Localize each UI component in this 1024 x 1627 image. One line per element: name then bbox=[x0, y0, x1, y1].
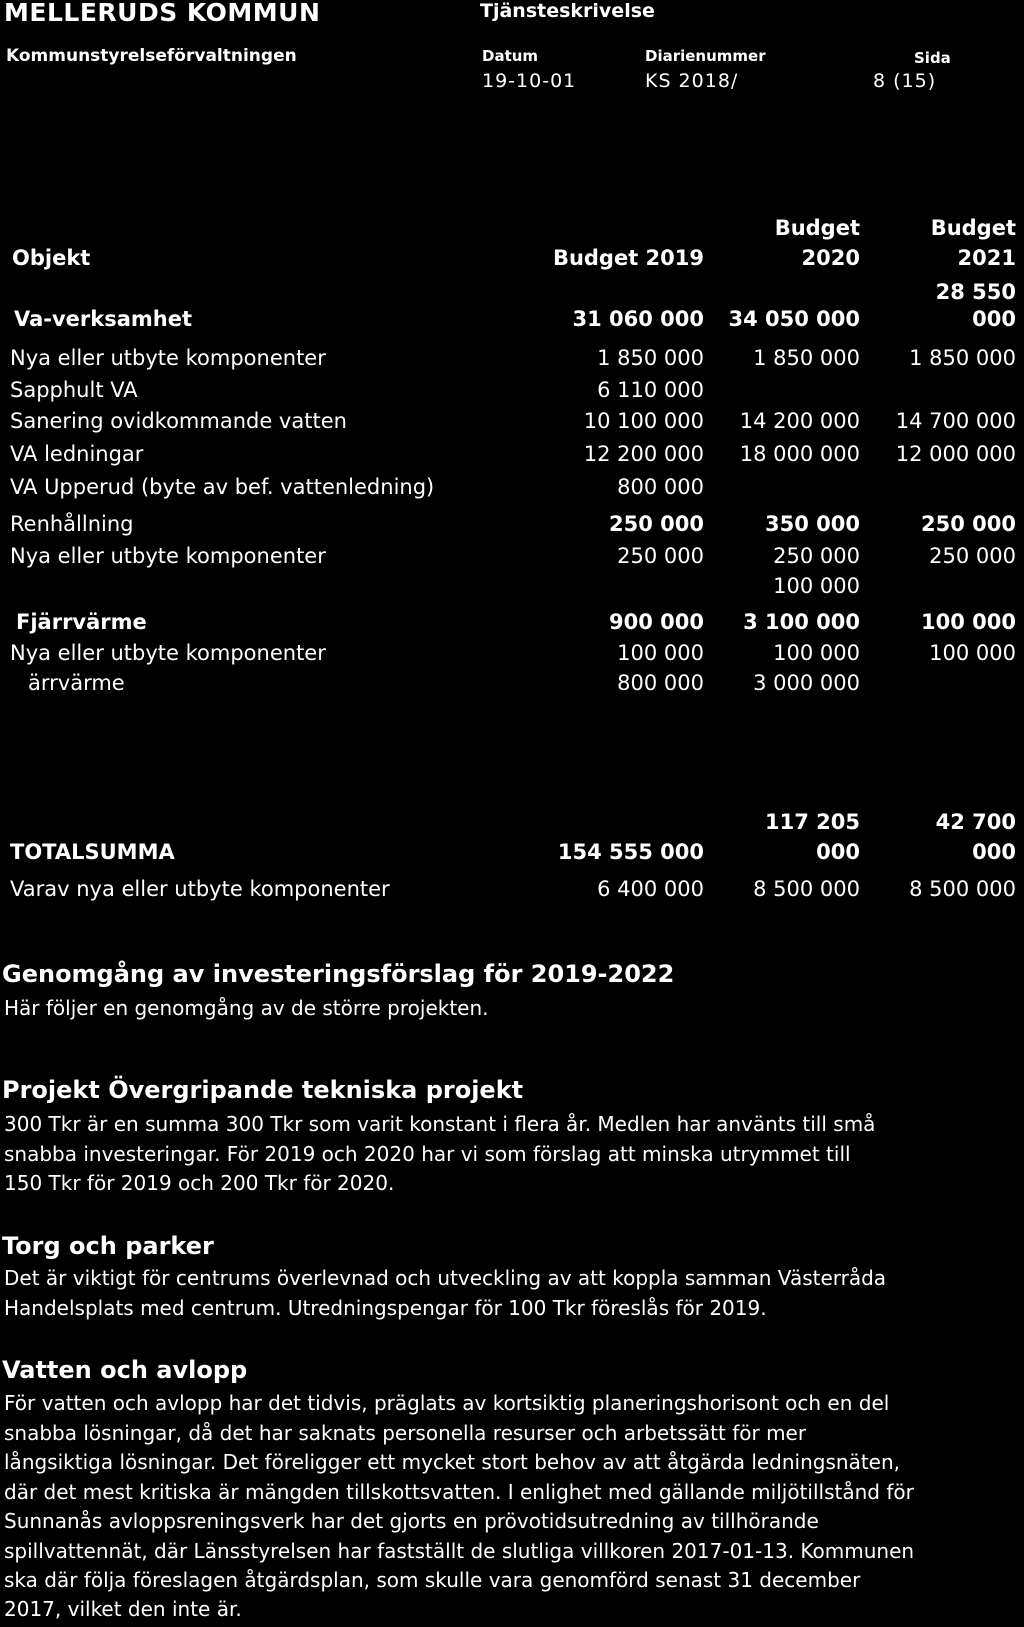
section-heading: Projekt Övergripande tekniska projekt bbox=[2, 1076, 524, 1104]
cell-2019: 100 000 bbox=[617, 641, 704, 665]
section-paragraph-line: 300 Tkr är en summa 300 Tkr som varit konstant i flera år. Medlen har använts till små bbox=[4, 1112, 876, 1136]
org-name: MELLERUDS KOMMUN bbox=[4, 0, 321, 27]
section-paragraph-line: Handelsplats med centrum. Utredningspengar för 100 Tkr föreslås för 2019. bbox=[4, 1296, 767, 1320]
section-paragraph-line: långsiktiga lösningar. Det föreligger ett mycket stort behov av att åtgärda ledningsnäten, bbox=[4, 1450, 901, 1474]
col-header-2020-line1: Budget bbox=[774, 216, 860, 240]
section-paragraph-line: Sunnanås avloppsreningsverk har det gjorts en prövotidsutredning av tillhörande bbox=[4, 1509, 819, 1533]
cell-2021: 14 700 000 bbox=[895, 409, 1016, 433]
row-label: Sapphult VA bbox=[10, 378, 138, 402]
diary-label: Diarienummer bbox=[645, 47, 766, 65]
section-paragraph-line: Det är viktigt för centrums överlevnad och utveckling av att koppla samman Västerråda bbox=[4, 1266, 887, 1290]
cell-2020-extra: 100 000 bbox=[773, 574, 860, 598]
cell-2021-line1: 28 550 bbox=[935, 280, 1016, 304]
cell-2019: 31 060 000 bbox=[572, 307, 704, 331]
row-label: Renhållning bbox=[10, 512, 134, 536]
total-2021-line1: 42 700 bbox=[935, 810, 1016, 834]
cell-2019: 250 000 bbox=[609, 512, 704, 536]
section-paragraph-line: ska där följa föreslagen åtgärdsplan, som skulle vara genomförd senast 31 december bbox=[4, 1568, 861, 1592]
cell-2019: 250 000 bbox=[617, 544, 704, 568]
col-header-2019: Budget 2019 bbox=[552, 246, 704, 270]
cell-2019: 1 850 000 bbox=[597, 346, 704, 370]
cell-2021: 100 000 bbox=[921, 610, 1016, 634]
section-paragraph-line: 150 Tkr för 2019 och 200 Tkr för 2020. bbox=[4, 1171, 395, 1195]
cell-2020: 3 000 000 bbox=[753, 671, 860, 695]
row-label: ärrvärme bbox=[28, 671, 125, 695]
section-heading: Genomgång av investeringsförslag för 2019-2022 bbox=[2, 960, 675, 988]
page-value: 8 (15) bbox=[873, 70, 937, 92]
total-2021-line2: 000 bbox=[972, 840, 1016, 864]
doc-type: Tjänsteskrivelse bbox=[480, 0, 655, 22]
date-label: Datum bbox=[482, 47, 539, 65]
department: Kommunstyrelseförvaltningen bbox=[6, 46, 297, 66]
cell-2020: 350 000 bbox=[765, 512, 860, 536]
section-paragraph-line: där det mest kritiska är mängden tillskottsvatten. I enlighet med gällande miljötillstånd för bbox=[4, 1480, 914, 1504]
cell-2020: 14 200 000 bbox=[739, 409, 860, 433]
col-header-objekt: Objekt bbox=[12, 246, 91, 270]
cell-2020: 1 850 000 bbox=[753, 346, 860, 370]
section-paragraph-line: Här följer en genomgång av de större projekten. bbox=[4, 996, 489, 1020]
cell-2019: 6 110 000 bbox=[597, 378, 704, 402]
section-heading: Vatten och avlopp bbox=[2, 1356, 248, 1384]
varav-2019: 6 400 000 bbox=[597, 877, 704, 901]
total-2020-line2: 000 bbox=[816, 840, 860, 864]
cell-2021-line2: 000 bbox=[972, 307, 1016, 331]
cell-2020: 34 050 000 bbox=[728, 307, 860, 331]
col-header-2021-line1: Budget bbox=[930, 216, 1016, 240]
row-label: VA ledningar bbox=[10, 442, 144, 466]
row-label: Fjärrvärme bbox=[16, 610, 147, 634]
varav-label: Varav nya eller utbyte komponenter bbox=[10, 877, 390, 901]
cell-2019: 900 000 bbox=[609, 610, 704, 634]
diary-value: KS 2018/ bbox=[645, 70, 739, 92]
row-label: Sanering ovidkommande vatten bbox=[10, 409, 347, 433]
cell-2019: 12 200 000 bbox=[583, 442, 704, 466]
col-header-2020-line2: 2020 bbox=[801, 246, 860, 270]
total-2019: 154 555 000 bbox=[557, 840, 704, 864]
cell-2019: 800 000 bbox=[617, 475, 704, 499]
section-paragraph-line: För vatten och avlopp har det tidvis, präglats av kortsiktig planeringshorisont och en del bbox=[4, 1391, 890, 1415]
cell-2021: 250 000 bbox=[921, 512, 1016, 536]
date-value: 19-10-01 bbox=[482, 70, 577, 92]
cell-2021: 12 000 000 bbox=[895, 442, 1016, 466]
section-paragraph-line: 2017, vilket den inte är. bbox=[4, 1597, 242, 1621]
row-label: Nya eller utbyte komponenter bbox=[10, 346, 326, 370]
row-label: Nya eller utbyte komponenter bbox=[10, 641, 326, 665]
total-label: TOTALSUMMA bbox=[10, 840, 175, 864]
cell-2020: 250 000 bbox=[773, 544, 860, 568]
cell-2021: 250 000 bbox=[929, 544, 1016, 568]
cell-2020: 18 000 000 bbox=[739, 442, 860, 466]
section-heading: Torg och parker bbox=[2, 1232, 214, 1260]
section-paragraph-line: snabba lösningar, då det har saknats personella resurser och arbetssätt för mer bbox=[4, 1421, 807, 1445]
row-label: VA Upperud (byte av bef. vattenledning) bbox=[10, 475, 435, 499]
cell-2020: 3 100 000 bbox=[743, 610, 860, 634]
varav-2020: 8 500 000 bbox=[753, 877, 860, 901]
page-label: Sida bbox=[914, 49, 951, 67]
col-header-2021-line2: 2021 bbox=[957, 246, 1016, 270]
cell-2021: 1 850 000 bbox=[909, 346, 1016, 370]
cell-2021: 100 000 bbox=[929, 641, 1016, 665]
section-paragraph-line: snabba investeringar. För 2019 och 2020 har vi som förslag att minska utrymmet till bbox=[4, 1142, 851, 1166]
varav-2021: 8 500 000 bbox=[909, 877, 1016, 901]
row-label: Va-verksamhet bbox=[14, 307, 193, 331]
row-label: Nya eller utbyte komponenter bbox=[10, 544, 326, 568]
cell-2019: 10 100 000 bbox=[583, 409, 704, 433]
cell-2020: 100 000 bbox=[773, 641, 860, 665]
cell-2019: 800 000 bbox=[617, 671, 704, 695]
total-2020-line1: 117 205 bbox=[765, 810, 860, 834]
section-paragraph-line: spillvattennät, där Länsstyrelsen har fastställt de slutliga villkoren 2017-01-13. Kommunen bbox=[4, 1539, 915, 1563]
